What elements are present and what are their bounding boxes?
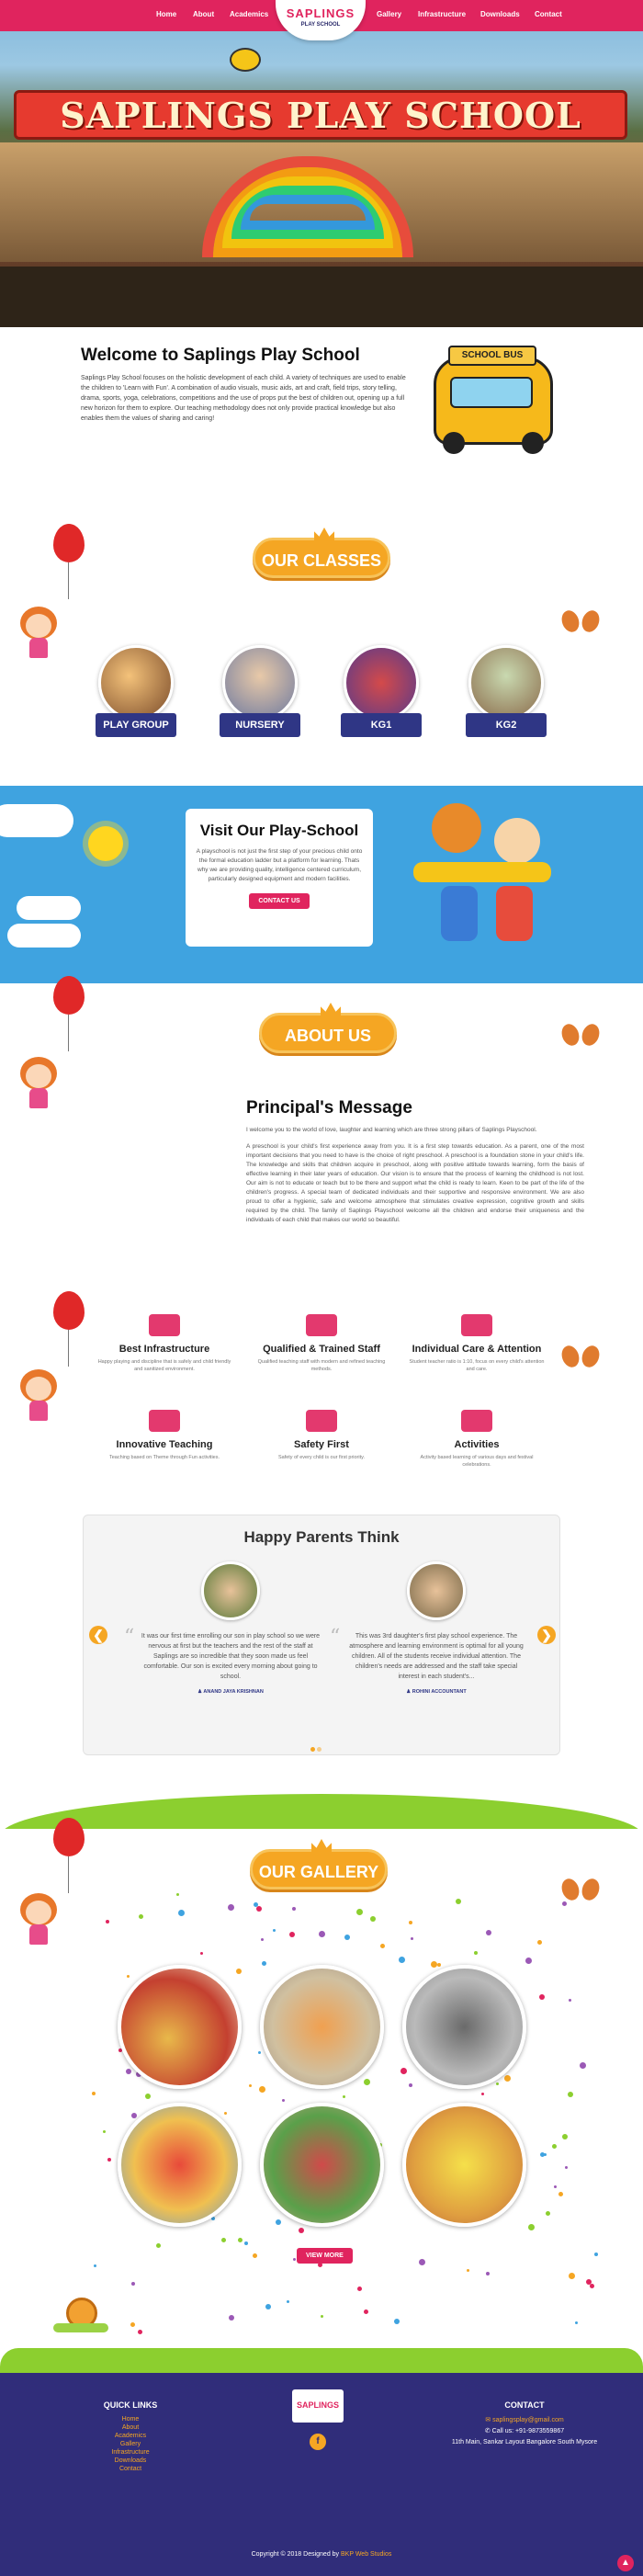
nav-home[interactable]: Home bbox=[156, 10, 177, 18]
testimonial-author: ♟ ANAND JAYA KRISHNAN bbox=[197, 1689, 264, 1695]
bus-sign: SCHOOL BUS bbox=[448, 346, 536, 366]
about-us-ribbon bbox=[259, 1013, 397, 1053]
testimonial-text: This was 3rd daughter's first play school experience. The atmosphere and learning environment is optimal for all young children. All of the students receive individual attention. The children's needs are addressed and the staff take special interest in each student's... bbox=[349, 1633, 524, 1680]
school-bus-illustration bbox=[423, 342, 570, 452]
bus-wheel-right bbox=[522, 432, 544, 454]
principal-body: A preschool is your child's first experience away from you. It is a first step towards education. As a parent, one of the most important decisions that you need to have is the choice of right preschool. A preschool is a foundation stone in your child's life. The knowledge and skills that children acquire in preschool, along with positive attitude towards learning, form the basis of effective learning in their later years of education. Our vision is to ensure that the process of learning the childhood is not lost. Our aim is not to educate or teach but to be there and support what the child is ready to learn. Keen to be part of the life of the children's progress. A special team of dedicated individuals and their supportive and responsive environment. We are also proud to offer a hygienic, safe and welcome atmosphere that stimulates creative expression, cognitive growth and skills required by the child. The family of Saplings Playschool welcome all the children and endorse their uniqueness and the individuals of each child that makes our world so beautiful. bbox=[246, 1143, 584, 1223]
gallery-image[interactable] bbox=[118, 2103, 242, 2227]
confetti-dot bbox=[344, 1935, 350, 1940]
footer-logo-text: SAPLINGS bbox=[296, 2400, 339, 2410]
confetti-dot bbox=[282, 2099, 285, 2102]
gallery-image[interactable] bbox=[118, 1965, 242, 2089]
testimonials-section bbox=[83, 1515, 560, 1755]
class-label[interactable]: NURSERY bbox=[220, 713, 300, 737]
balloon-icon bbox=[53, 1291, 85, 1330]
footer-link-infrastructure[interactable]: Infrastructure bbox=[111, 2449, 150, 2456]
nav-academics[interactable]: Academics bbox=[230, 10, 269, 18]
feature-title: Innovative Teaching bbox=[116, 1439, 213, 1450]
dot-active bbox=[310, 1747, 315, 1752]
footer-logo[interactable] bbox=[292, 2389, 344, 2423]
feature-title: Safety First bbox=[294, 1439, 349, 1450]
our-gallery-title: OUR GALLERY bbox=[258, 1863, 379, 1881]
confetti-dot bbox=[221, 2238, 226, 2242]
view-more-button[interactable]: VIEW MORE bbox=[297, 2248, 353, 2264]
confetti-dot bbox=[569, 1999, 571, 2002]
carousel-dots[interactable] bbox=[310, 1740, 322, 1756]
ground bbox=[0, 267, 643, 327]
gallery-image[interactable] bbox=[260, 1965, 384, 2089]
feature-teaching bbox=[96, 1410, 233, 1461]
confetti-dot bbox=[400, 2068, 407, 2074]
kid-body bbox=[496, 886, 533, 941]
girl-illustration bbox=[17, 1369, 61, 1423]
quick-links-title: QUICK LINKS bbox=[103, 2400, 158, 2410]
confetti-dot bbox=[139, 1914, 143, 1919]
bus-wheel-left bbox=[443, 432, 465, 454]
butterfly-icon bbox=[562, 1020, 599, 1050]
confetti-dot bbox=[431, 1961, 437, 1968]
welcome-section bbox=[81, 346, 412, 424]
confetti-dot bbox=[321, 2315, 323, 2318]
class-label[interactable]: KG2 bbox=[466, 713, 547, 737]
class-card-playgroup[interactable] bbox=[95, 645, 177, 737]
kid-body bbox=[441, 886, 478, 941]
confetti-dot bbox=[289, 1932, 295, 1937]
contact-address: 11th Main, Sankar Layout Bangalore South Mysore bbox=[451, 2439, 598, 2445]
bee-decoration bbox=[230, 48, 261, 72]
class-label[interactable]: PLAY GROUP bbox=[96, 713, 176, 737]
feature-care bbox=[408, 1314, 546, 1373]
visit-text: A playschool is not just the first step of your precious child onto the formal education ladder but a platform for learning. Thats why we are providing quality, intelligence centered curriculum, particularly designed equipment and modern facilities. bbox=[196, 848, 363, 882]
testimonial-author: ♟ ROHINI ACCOUNTANT bbox=[406, 1689, 467, 1695]
testimonials-title: Happy Parents Think bbox=[243, 1528, 400, 1546]
snail-illustration bbox=[53, 2298, 108, 2334]
confetti-dot bbox=[103, 2130, 106, 2133]
feature-desc: Activity based learning of various days and festival celebrations. bbox=[420, 1455, 534, 1468]
confetti-dot bbox=[258, 2051, 261, 2054]
confetti-dot bbox=[411, 1937, 413, 1940]
sun-icon bbox=[88, 826, 123, 861]
crown-icon bbox=[314, 528, 334, 540]
confetti-dot bbox=[568, 2092, 573, 2097]
about-us-title: ABOUT US bbox=[285, 1027, 371, 1045]
feature-infrastructure bbox=[96, 1314, 233, 1373]
school-sign-text: SAPLINGS PLAY SCHOOL bbox=[60, 95, 581, 136]
nav-contact[interactable]: Contact bbox=[535, 10, 562, 18]
our-classes-ribbon bbox=[253, 538, 390, 578]
principal-intro: I welcome you to the world of love, laughter and learning which are three strong pillars of Saplings Playschool. bbox=[246, 1127, 537, 1133]
kids-illustration bbox=[404, 798, 570, 954]
feature-title: Best Infrastructure bbox=[118, 1344, 210, 1355]
welcome-text: Saplings Play School focuses on the holistic development of each child. A variety of techniques are used to enable the children to 'Learn with Fun'. A combination of audio visuals, music aids, art and craft, field trips, story telling, drama, sports, yoga, celebrations, competitions and the use of props put the best of children out, opening up a full new horizon for them to explore. Our teaching methodology does not only provide practical knowledge but also enables them the values of sharing and caring! bbox=[81, 375, 406, 422]
nav-infrastructure[interactable]: Infrastructure bbox=[418, 10, 467, 18]
girl-illustration bbox=[17, 1893, 61, 1946]
logo-main-text: SAPLINGS bbox=[286, 6, 355, 20]
our-classes-title: OUR CLASSES bbox=[261, 551, 382, 570]
testimonial-text: It was our first time enrolling our son in play school so we were nervous at first but the teachers and the rest of the staff at Saplings are so incredible that they soon made us feel comfortable. Our son is excited every morning about going to school. bbox=[141, 1633, 321, 1680]
footer-link-about[interactable]: About bbox=[121, 2424, 140, 2431]
bus-window bbox=[450, 377, 533, 408]
kid-head bbox=[432, 803, 481, 853]
copyright-text: Copyright © 2018 Designed by bbox=[251, 2551, 340, 2558]
nav-downloads[interactable]: Downloads bbox=[480, 10, 520, 18]
gallery-section bbox=[0, 1829, 643, 2371]
class-photo bbox=[344, 645, 419, 721]
confetti-dot bbox=[293, 2258, 296, 2261]
contact-block bbox=[446, 2400, 603, 2448]
class-label[interactable]: KG1 bbox=[341, 713, 422, 737]
quick-links bbox=[88, 2400, 173, 2473]
crown-icon bbox=[321, 1003, 341, 1016]
class-card-kg1[interactable] bbox=[340, 645, 423, 737]
feature-title: Individual Care & Attention bbox=[412, 1344, 542, 1355]
pencil-icon bbox=[413, 862, 551, 882]
butterfly-icon bbox=[562, 1342, 599, 1371]
confetti-dot bbox=[265, 2304, 271, 2309]
quote-icon: “ bbox=[330, 1626, 341, 1649]
feature-title: Activities bbox=[454, 1439, 500, 1450]
feature-desc: Happy playing and discipline that is safely and child friendly and sanitized environment. bbox=[97, 1359, 231, 1372]
gallery-image[interactable] bbox=[260, 2103, 384, 2227]
grass-decoration bbox=[0, 2348, 643, 2376]
confetti-dot bbox=[228, 1904, 234, 1911]
contact-title: CONTACT bbox=[504, 2400, 545, 2410]
confetti-dot bbox=[569, 2273, 575, 2279]
class-photo bbox=[222, 645, 298, 721]
girl-illustration bbox=[17, 1057, 61, 1110]
confetti-dot bbox=[356, 1909, 363, 1915]
confetti-dot bbox=[156, 2243, 161, 2248]
confetti-dot bbox=[590, 2284, 594, 2288]
cloud-decoration bbox=[7, 924, 81, 948]
school-sign bbox=[14, 90, 627, 140]
confetti-dot bbox=[94, 2264, 96, 2267]
feature-desc: Student teacher ratio is 1:10, focus on every child's attention and care. bbox=[409, 1359, 545, 1372]
visit-card bbox=[186, 809, 373, 947]
footer-link-contact[interactable]: Contact bbox=[118, 2466, 142, 2472]
cloud-decoration bbox=[0, 804, 73, 837]
nav-about[interactable]: About bbox=[193, 10, 215, 18]
teacher-icon bbox=[306, 1314, 337, 1336]
balloon-icon bbox=[53, 976, 85, 1015]
quote-icon: “ bbox=[124, 1626, 135, 1649]
our-gallery-ribbon bbox=[250, 1849, 388, 1889]
parent-avatar bbox=[201, 1561, 260, 1620]
confetti-dot bbox=[107, 2158, 111, 2162]
confetti-dot bbox=[409, 2083, 412, 2087]
balloon-icon bbox=[53, 524, 85, 562]
back-to-top-icon[interactable]: ▲ bbox=[617, 2555, 634, 2571]
gallery-image[interactable] bbox=[402, 1965, 526, 2089]
principal-title: Principal's Message bbox=[246, 1098, 412, 1118]
facebook-icon[interactable]: f bbox=[310, 2434, 326, 2450]
playground-icon bbox=[149, 1314, 180, 1336]
confetti-dot bbox=[261, 1938, 264, 1941]
feature-desc: Teaching based on Theme through Fun activities. bbox=[108, 1455, 220, 1460]
confetti-dot bbox=[575, 2321, 578, 2324]
butterfly-icon bbox=[562, 1875, 599, 1904]
feature-desc: Safety of every child is our first priority. bbox=[277, 1455, 366, 1460]
footer-link-gallery[interactable]: Gallery bbox=[119, 2441, 141, 2447]
confetti-dot bbox=[145, 2094, 151, 2099]
confetti-dot bbox=[370, 1916, 376, 1922]
confetti-dot bbox=[364, 2309, 368, 2314]
class-photo bbox=[468, 645, 544, 721]
footer-link-downloads[interactable]: Downloads bbox=[114, 2457, 147, 2464]
kids-play-icon bbox=[461, 1410, 492, 1432]
gallery-image[interactable] bbox=[402, 2103, 526, 2227]
confetti-dot bbox=[357, 2287, 362, 2291]
feature-safety bbox=[253, 1410, 390, 1461]
confetti-dot bbox=[580, 2062, 586, 2069]
butterfly-icon bbox=[562, 607, 599, 636]
prev-arrow-icon[interactable]: ❮ bbox=[89, 1626, 107, 1644]
testimonial-card bbox=[330, 1561, 528, 1695]
confetti-dot bbox=[562, 2134, 568, 2139]
bus-icon bbox=[306, 1410, 337, 1432]
feature-staff bbox=[253, 1314, 390, 1373]
contact-phone[interactable]: ✆ Call us: +91-9873559867 bbox=[484, 2428, 565, 2434]
confetti-dot bbox=[586, 2279, 592, 2285]
logo-sub-text: PLAY SCHOOL bbox=[300, 22, 341, 28]
feature-title: Qualified & Trained Staff bbox=[263, 1344, 380, 1355]
kid-head bbox=[494, 818, 540, 864]
copyright bbox=[0, 2551, 643, 2558]
confetti-dot bbox=[287, 2300, 289, 2303]
girl-illustration bbox=[17, 607, 61, 660]
footer-link-academics[interactable]: Academics bbox=[114, 2433, 147, 2439]
cloud-decoration bbox=[17, 896, 81, 920]
footer-link-home[interactable]: Home bbox=[121, 2416, 140, 2423]
confetti-dot bbox=[262, 1961, 266, 1966]
next-arrow-icon[interactable]: ❯ bbox=[537, 1626, 556, 1644]
confetti-dot bbox=[399, 1957, 405, 1963]
blocks-icon bbox=[149, 1410, 180, 1432]
balloon-icon bbox=[53, 1818, 85, 1856]
feature-activities bbox=[408, 1410, 546, 1469]
confetti-dot bbox=[486, 1930, 491, 1935]
contact-email[interactable]: ✉ saplingsplay@gmail.com bbox=[485, 2417, 564, 2423]
class-card-kg2[interactable] bbox=[465, 645, 547, 737]
confetti-dot bbox=[409, 1921, 412, 1924]
confetti-dot bbox=[419, 2259, 425, 2265]
testimonial-card bbox=[124, 1561, 322, 1695]
designer-link[interactable]: BKP Web Studios bbox=[341, 2551, 392, 2558]
confetti-dot bbox=[249, 2084, 252, 2087]
dot bbox=[317, 1747, 322, 1752]
confetti-dot bbox=[481, 2093, 484, 2095]
welcome-title: Welcome to Saplings Play School bbox=[81, 346, 360, 365]
hero-banner bbox=[0, 0, 643, 327]
visit-title: Visit Our Play-School bbox=[199, 822, 359, 839]
contact-us-button[interactable]: CONTACT US bbox=[249, 893, 309, 909]
confetti-dot bbox=[343, 2095, 345, 2098]
parent-avatar bbox=[407, 1561, 466, 1620]
family-icon bbox=[461, 1314, 492, 1336]
footer bbox=[0, 2373, 643, 2576]
nav-gallery[interactable]: Gallery bbox=[377, 10, 402, 18]
principal-message bbox=[246, 1098, 584, 1225]
confetti-dot bbox=[467, 2269, 469, 2272]
class-photo bbox=[98, 645, 174, 721]
confetti-dot bbox=[552, 2144, 557, 2149]
feature-desc: Qualified teaching staff with modern and refined teaching methods. bbox=[257, 1359, 386, 1372]
class-card-nursery[interactable] bbox=[219, 645, 301, 737]
